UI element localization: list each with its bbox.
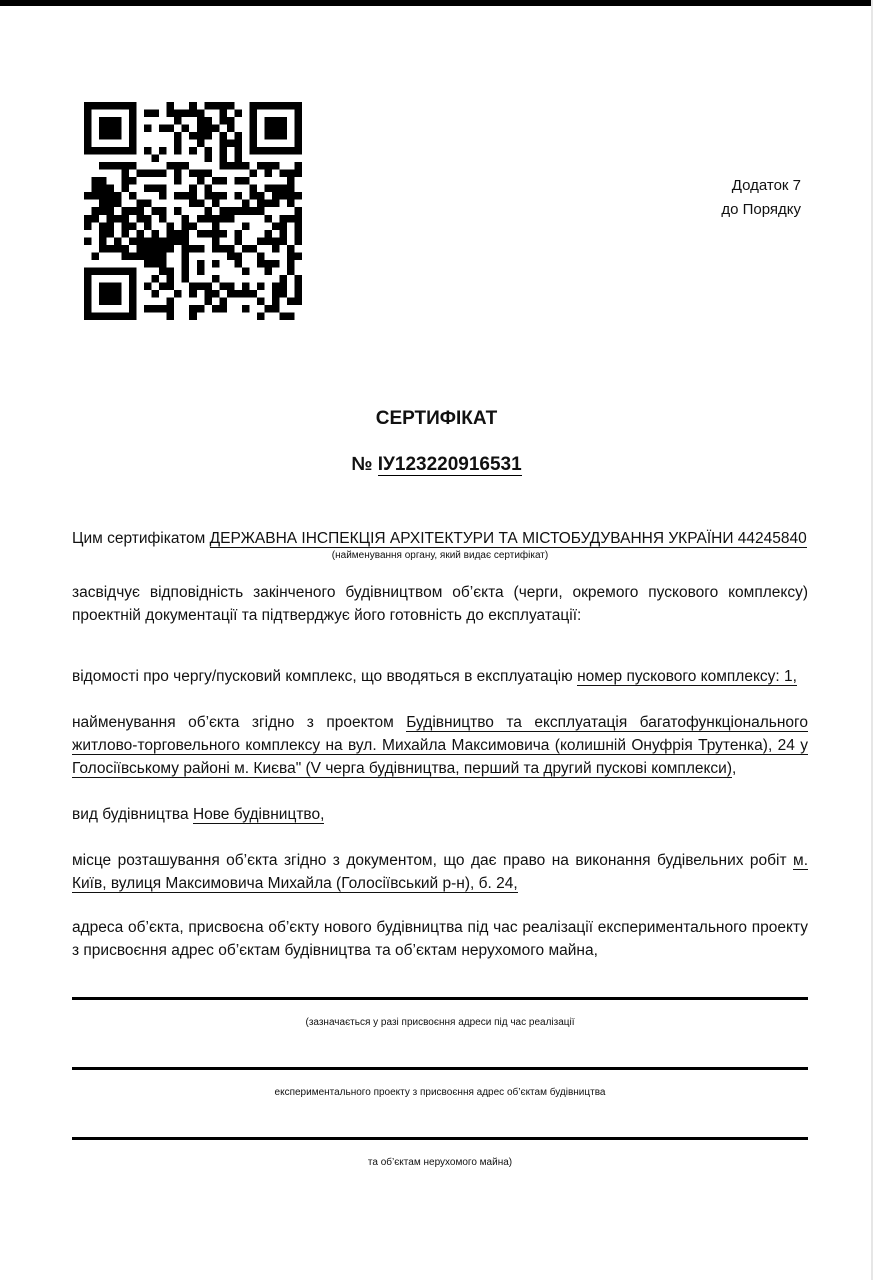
address-caption-2: експериментального проекту з присвоєння адрес об’єктам будівництва — [274, 1087, 606, 1098]
address-line-1 — [72, 997, 808, 1000]
construction-type-row — [72, 803, 808, 826]
object-name-row — [72, 711, 808, 780]
issuer-name: ДЕРЖАВНА ІНСПЕКЦІЯ АРХІТЕКТУРИ ТА МІСТОБУДУВАННЯ УКРАЇНИ 44245840 — [209, 530, 807, 547]
issuer-row — [72, 527, 808, 550]
appendix-line-1: Додаток 7 — [731, 177, 801, 194]
construction-type-label: вид будівництва — [72, 806, 189, 823]
address-caption-3: та об’єктам нерухомого майна) — [367, 1157, 513, 1168]
object-name-value: Будівництво та експлуатація багатофункціонального житлово-торговельного комплексу на вул. Михайла Максимовича (колишній Онуфрія Трутенка), 24 у Голосіївському районі м. Києва" (V черга будівництва, перший та другий пускові комплекси) — [72, 714, 808, 777]
location-value: м. Київ, вулиця Максимовича Михайла (Голосіївський р-н), б. 24, — [72, 852, 809, 892]
object-name-suffix: , — [732, 760, 737, 777]
certificate-number: ІУ123220916531 — [377, 454, 522, 475]
stage-row — [72, 665, 808, 688]
number-sign: № — [351, 454, 373, 475]
appendix-line-2: до Порядку — [721, 201, 801, 218]
address-line-3 — [72, 1137, 808, 1140]
appendix-reference — [721, 174, 801, 222]
qr-code-graphic — [84, 102, 302, 320]
certificate-title: СЕРТИФІКАТ — [375, 408, 498, 429]
top-edge-bar — [0, 0, 873, 6]
location-row — [72, 849, 808, 895]
stage-value: номер пускового комплексу: 1, — [577, 668, 797, 685]
construction-type-value: Нове будівництво, — [192, 806, 325, 823]
qr-code-icon — [84, 102, 302, 320]
stage-label: відомості про чергу/пусковий комплекс, що вводяться в експлуатацію — [72, 668, 573, 685]
issuer-caption: (найменування органу, який видає сертифікат) — [331, 550, 549, 561]
attestation-text: засвідчує відповідність закінченого будівництвом об’єкта (черги, окремого пускового комплексу) проектній документації та підтверджує його готовність до експлуатації: — [72, 584, 808, 624]
object-name-label: найменування об’єкта згідно з проектом — [72, 714, 394, 731]
issuer-lead: Цим сертифікатом — [72, 530, 206, 547]
location-label: місце розташування об’єкта згідно з документом, що дає право на виконання будівельних робіт — [72, 852, 787, 869]
address-text: адреса об’єкта, присвоєна об’єкту нового будівництва під час реалізації експериментального проекту з присвоєння адрес об’єктам будівництва та об’єктам нерухомого майна, — [72, 919, 808, 959]
address-caption-1: (зазначається у разі присвоєння адреси під час реалізації — [305, 1017, 575, 1028]
address-line-2 — [72, 1067, 808, 1070]
certificate-number-row — [0, 454, 873, 476]
